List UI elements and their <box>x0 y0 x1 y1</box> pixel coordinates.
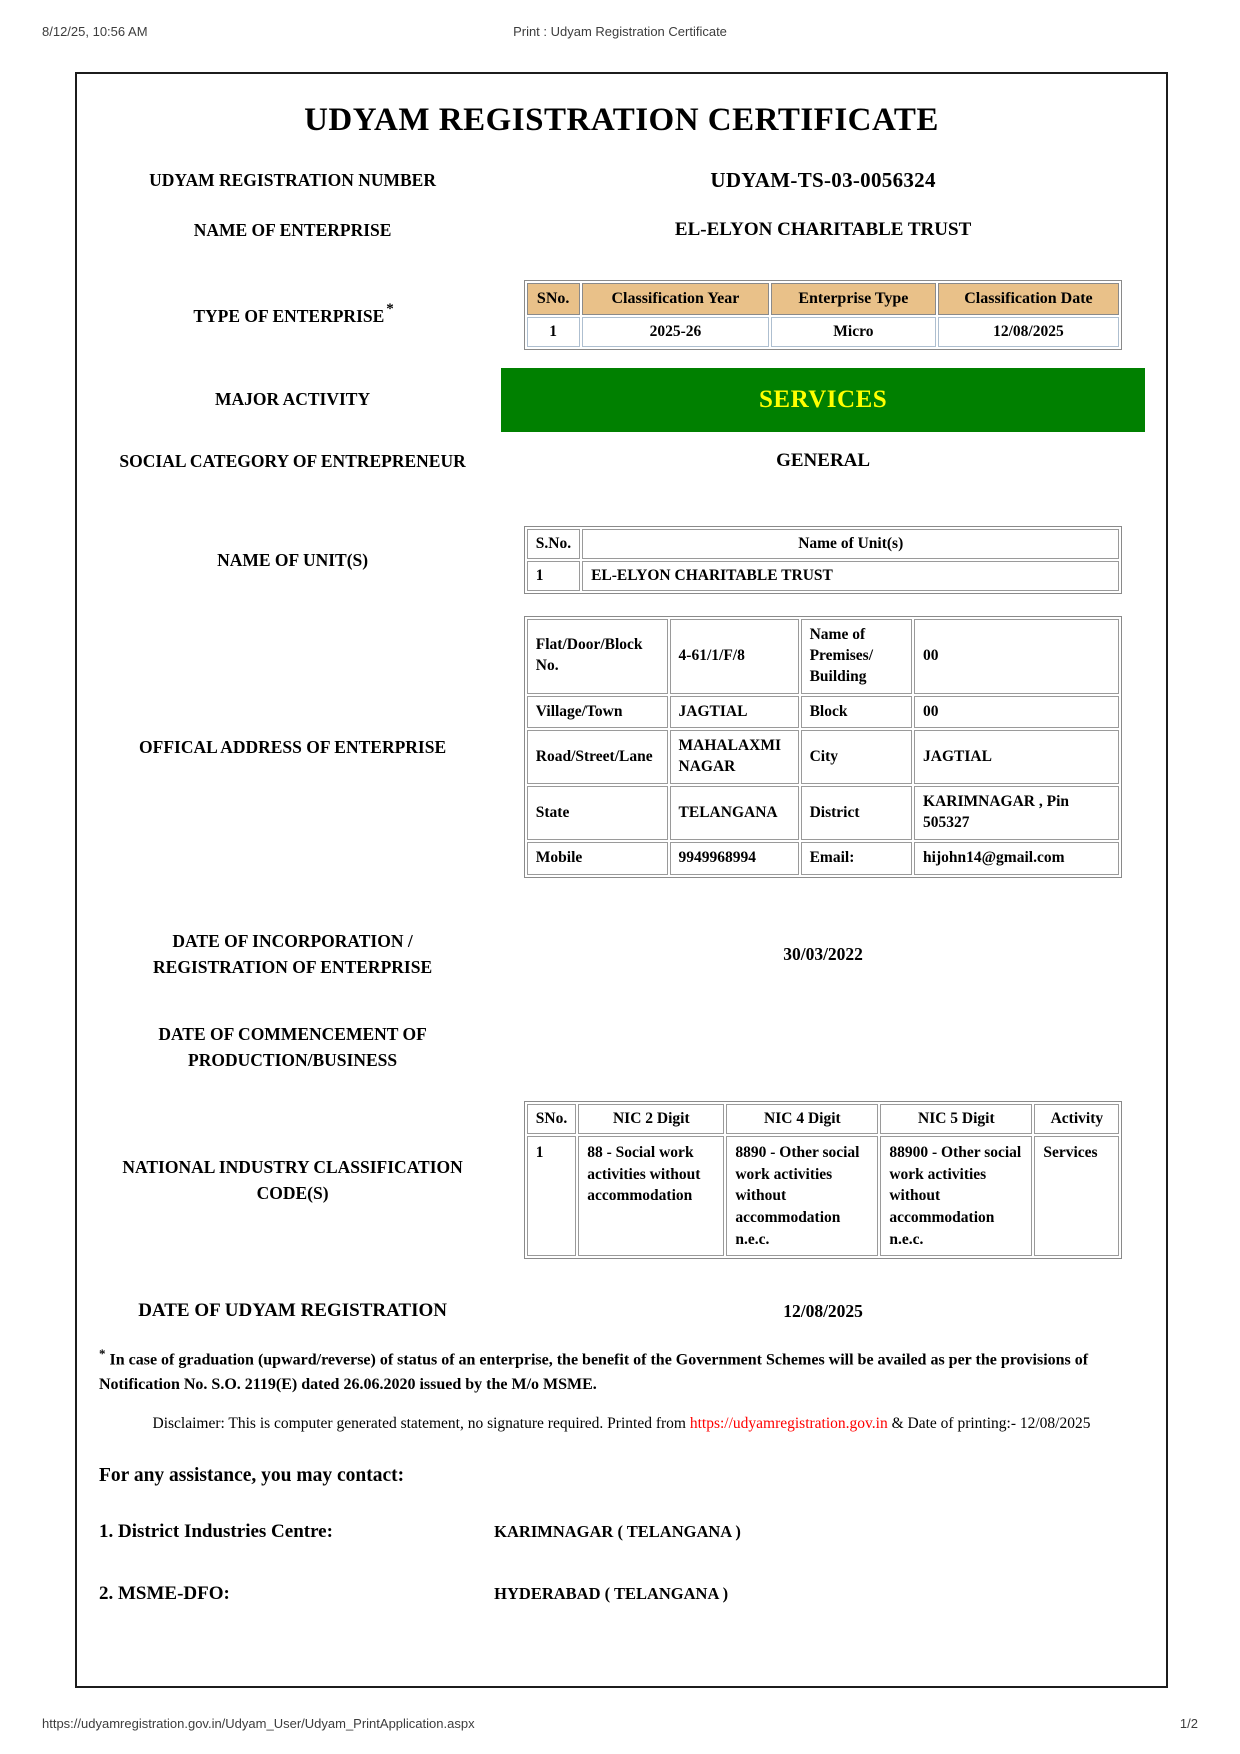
enterprise-type-row <box>91 280 1152 350</box>
address-premises-label: Name of Premises/ Building <box>801 619 912 694</box>
address-table-row <box>527 696 1120 729</box>
units-header-name: Name of Unit(s) <box>582 529 1119 559</box>
nic-activity: Services <box>1034 1136 1119 1256</box>
address-table-row <box>527 786 1120 840</box>
address-village-label: Village/Town <box>527 696 668 729</box>
classification-date: 12/08/2025 <box>938 317 1120 347</box>
dic-value: KARIMNAGAR ( TELANGANA ) <box>494 1522 741 1542</box>
address-city-label: City <box>801 730 912 784</box>
disclaimer <box>99 1412 1144 1435</box>
address-row <box>91 616 1152 878</box>
address-flat-value: 4-61/1/F/8 <box>670 619 799 694</box>
udyam-date-label: DATE OF UDYAM REGISTRATION <box>138 1300 447 1322</box>
address-road-value: MAHALAXMI NAGAR <box>670 730 799 784</box>
nic-2digit: 88 - Social work activities without accommodation <box>578 1136 724 1256</box>
incorporation-date-label: DATE OF INCORPORATION / REGISTRATION OF ENTERPRISE <box>153 931 433 978</box>
nic-header-activity: Activity <box>1034 1104 1119 1134</box>
address-table-row <box>527 619 1120 694</box>
nic-header-2digit: NIC 2 Digit <box>578 1104 724 1134</box>
commencement-date-row <box>91 1021 1152 1074</box>
social-category-value: GENERAL <box>776 449 871 471</box>
disclaimer-suffix: & Date of printing:- 12/08/2025 <box>887 1414 1091 1432</box>
enterprise-name-value: EL-ELYON CHARITABLE TRUST <box>674 219 972 241</box>
nic-header-row <box>527 1104 1120 1134</box>
social-category-label: SOCIAL CATEGORY OF ENTREPRENEUR <box>119 450 466 471</box>
commencement-date-label: DATE OF COMMENCEMENT OF PRODUCTION/BUSINESS <box>158 1023 427 1070</box>
address-district-label: District <box>801 786 912 840</box>
print-page-title: Print : Udyam Registration Certificate <box>513 24 727 39</box>
classification-sno: 1 <box>527 317 580 347</box>
contact-row-msme-dfo <box>91 1583 1152 1605</box>
print-page-number: 1/2 <box>1179 1716 1198 1731</box>
address-road-label: Road/Street/Lane <box>527 730 668 784</box>
units-row <box>91 526 1152 594</box>
units-data-row <box>527 561 1120 591</box>
nic-header-sno: SNo. <box>527 1104 576 1134</box>
address-state-value: TELANGANA <box>670 786 799 840</box>
major-activity-row <box>91 368 1152 432</box>
udyam-date-value: 12/08/2025 <box>783 1301 863 1322</box>
address-block-value: 00 <box>914 696 1119 729</box>
address-email-value: hijohn14@gmail.com <box>914 842 1119 875</box>
contact-row-dic <box>91 1521 1152 1543</box>
dic-label: 1. District Industries Centre: <box>99 1521 333 1543</box>
major-activity-banner: SERVICES <box>501 368 1146 432</box>
address-table-row <box>527 842 1120 875</box>
udyam-registration-link[interactable]: https://udyamregistration.gov.in <box>689 1414 888 1432</box>
enterprise-name-row <box>91 217 1152 243</box>
enterprise-type-label: TYPE OF ENTERPRISE * <box>193 300 394 326</box>
address-table <box>524 616 1123 878</box>
major-activity-label: MAJOR ACTIVITY <box>215 389 371 410</box>
nic-table <box>524 1101 1123 1259</box>
classification-data-row <box>527 317 1120 347</box>
footnote-asterisk: * <box>99 1345 106 1361</box>
assistance-heading: For any assistance, you may contact: <box>99 1465 405 1487</box>
nic-header-4digit: NIC 4 Digit <box>726 1104 878 1134</box>
graduation-footnote <box>99 1344 1144 1398</box>
address-table-row <box>527 730 1120 784</box>
address-email-label: Email: <box>801 842 912 875</box>
classification-header-date: Classification Date <box>938 283 1120 315</box>
footnote-text: In case of graduation (upward/reverse) of status of an enterprise, the benefit of the Government Schemes will be availed as per the provisions of Notification No. S.O. 2119(E) dated 26.06.2020 issued by the M/o MSME. <box>99 1351 1089 1394</box>
address-mobile-label: Mobile <box>527 842 668 875</box>
units-header-sno: S.No. <box>527 529 580 559</box>
classification-table <box>524 280 1123 350</box>
units-label: NAME OF UNIT(S) <box>217 549 369 570</box>
registration-number-row <box>91 167 1152 193</box>
nic-row <box>91 1101 1152 1259</box>
classification-header-type: Enterprise Type <box>771 283 935 315</box>
address-mobile-value: 9949968994 <box>670 842 799 875</box>
nic-4digit: 8890 - Other social work activities without accommodation n.e.c. <box>726 1136 878 1256</box>
nic-label: NATIONAL INDUSTRY CLASSIFICATION CODE(S) <box>122 1157 463 1204</box>
social-category-row <box>91 448 1152 474</box>
classification-header-year: Classification Year <box>582 283 770 315</box>
address-label: OFFICAL ADDRESS OF ENTERPRISE <box>139 736 447 757</box>
address-flat-label: Flat/Door/Block No. <box>527 619 668 694</box>
units-header-row <box>527 529 1120 559</box>
classification-type: Micro <box>771 317 935 347</box>
nic-5digit: 88900 - Other social work activities without accommodation n.e.c. <box>880 1136 1032 1256</box>
address-block-label: Block <box>801 696 912 729</box>
address-city-value: JAGTIAL <box>914 730 1119 784</box>
address-premises-value: 00 <box>914 619 1119 694</box>
classification-year: 2025-26 <box>582 317 770 347</box>
classification-header-sno: SNo. <box>527 283 580 315</box>
incorporation-date-value: 30/03/2022 <box>783 943 863 964</box>
disclaimer-prefix: Disclaimer: This is computer generated statement, no signature required. Printed from <box>152 1414 690 1432</box>
classification-header-row <box>527 283 1120 315</box>
print-source-url: https://udyamregistration.gov.in/Udyam_User/Udyam_PrintApplication.aspx <box>42 1716 475 1731</box>
certificate-page <box>75 72 1168 1688</box>
certificate-title: UDYAM REGISTRATION CERTIFICATE <box>304 102 939 138</box>
units-name: EL-ELYON CHARITABLE TRUST <box>582 561 1119 591</box>
registration-number-value: UDYAM-TS-03-0056324 <box>710 167 936 192</box>
nic-data-row <box>527 1136 1120 1256</box>
address-village-value: JAGTIAL <box>670 696 799 729</box>
udyam-date-row <box>91 1297 1152 1326</box>
units-table <box>524 526 1123 594</box>
print-datetime: 8/12/25, 10:56 AM <box>42 24 148 39</box>
registration-number-label: UDYAM REGISTRATION NUMBER <box>149 170 436 190</box>
address-state-label: State <box>527 786 668 840</box>
incorporation-date-row <box>91 928 1152 981</box>
msme-dfo-value: HYDERABAD ( TELANGANA ) <box>494 1584 729 1604</box>
enterprise-name-label: NAME OF ENTERPRISE <box>193 220 392 241</box>
footnote-asterisk-marker: * <box>386 300 394 317</box>
nic-header-5digit: NIC 5 Digit <box>880 1104 1032 1134</box>
msme-dfo-label: 2. MSME-DFO: <box>99 1583 230 1605</box>
address-district-value: KARIMNAGAR , Pin 505327 <box>914 786 1119 840</box>
nic-sno: 1 <box>527 1136 576 1256</box>
units-sno: 1 <box>527 561 580 591</box>
